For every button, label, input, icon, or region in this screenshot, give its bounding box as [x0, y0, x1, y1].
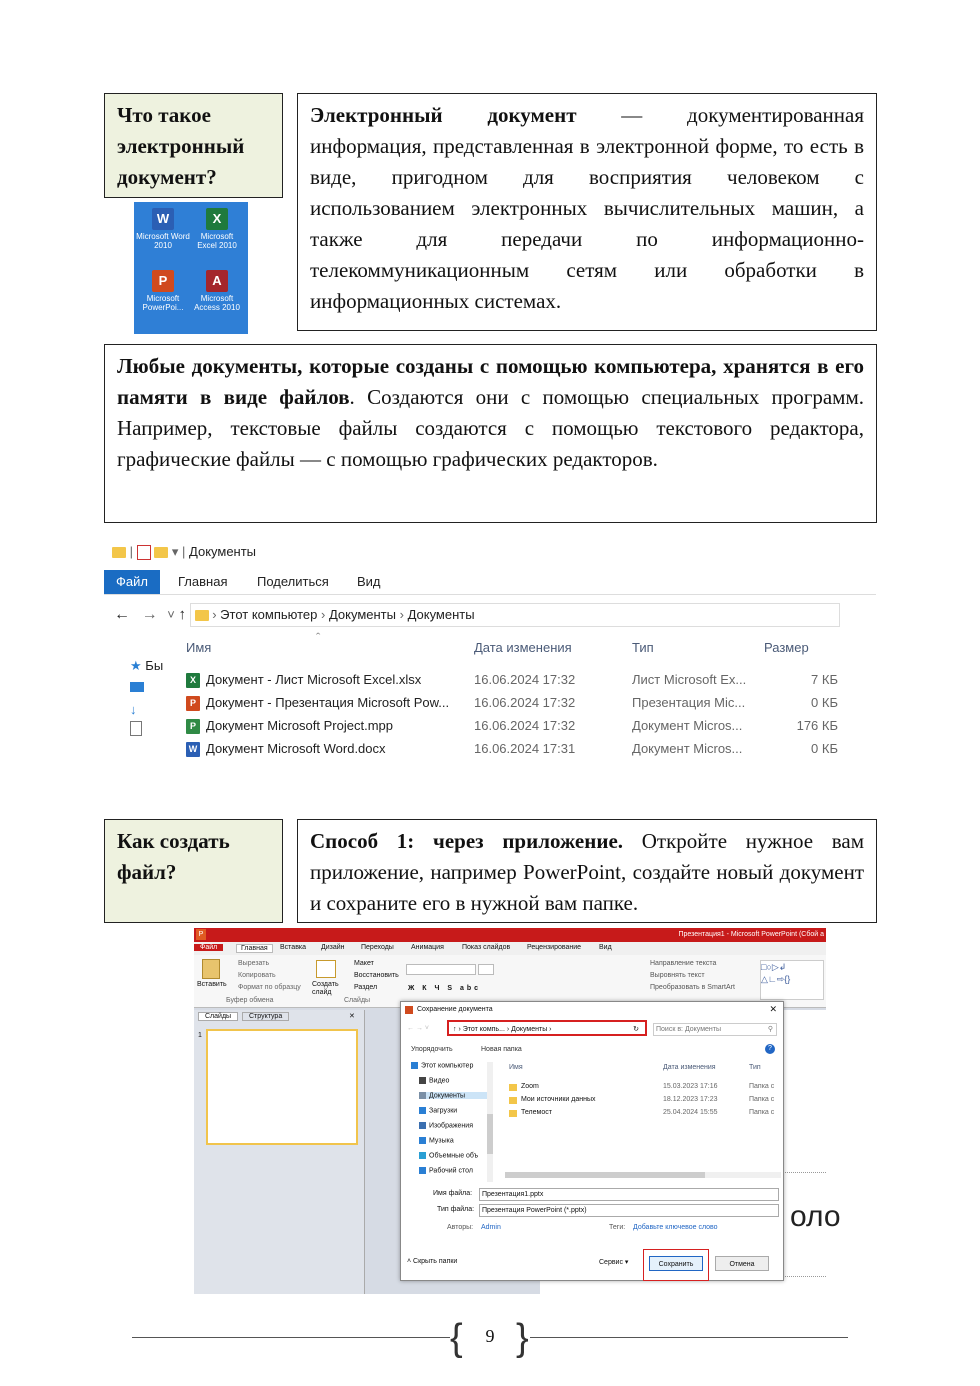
- nav-item[interactable]: [419, 1167, 493, 1174]
- refresh-icon[interactable]: ↻: [633, 1026, 639, 1033]
- files-info-box: [104, 344, 877, 523]
- text-direction-item[interactable]: Направление текста: [650, 960, 717, 967]
- cancel-button[interactable]: Отмена: [715, 1256, 769, 1271]
- ppt-ribbon-tab[interactable]: Вид: [599, 944, 612, 951]
- nav-label: Этот компьютер: [421, 1062, 474, 1070]
- filetype-value: Презентация PowerPoint (*.pptx): [482, 1207, 587, 1214]
- folder-name: Телемост: [521, 1109, 552, 1116]
- tags-value[interactable]: Добавьте ключевое слово: [633, 1224, 718, 1231]
- paste-label[interactable]: Вставить: [197, 981, 227, 988]
- tab-share[interactable]: Поделиться: [257, 574, 329, 589]
- sidebar-item[interactable]: [130, 677, 170, 699]
- service-button[interactable]: Сервис ▾: [599, 1259, 629, 1266]
- new-slide-label[interactable]: Создать слайд: [312, 981, 339, 996]
- horizontal-scrollbar[interactable]: [505, 1172, 781, 1178]
- app-label: Microsoft Word 2010: [136, 232, 190, 250]
- table-row[interactable]: [186, 715, 866, 737]
- dialog-path[interactable]: ↑ › Этот компь... › Документы › ↻: [447, 1020, 647, 1036]
- footer-line-right: [530, 1337, 848, 1338]
- nav-icon: [419, 1092, 426, 1099]
- folder-icon: [509, 1097, 517, 1104]
- ppt-ribbon-tab[interactable]: Рецензирование: [527, 944, 582, 951]
- font-format-buttons[interactable]: Ж К Ч S abc: [408, 985, 482, 992]
- dialog-title-icon: [405, 1006, 413, 1014]
- file-name: Документ - Лист Microsoft Excel.xlsx: [206, 672, 422, 687]
- method-text: Откройте нужное вам приложение, например PowerPoint, создайте новый документ и сохраните его в нужной вам папке.: [310, 829, 864, 915]
- folder-date: 18.12.2023 17:23: [663, 1096, 718, 1103]
- paste-icon[interactable]: [202, 959, 220, 979]
- folder-icon: [509, 1110, 517, 1117]
- file-type: Документ Micros...: [632, 718, 743, 733]
- filename-value: Презентация1.pptx: [482, 1191, 544, 1198]
- file-size: 0 КБ: [811, 741, 838, 756]
- save-button[interactable]: Сохранить: [649, 1256, 703, 1271]
- explorer-screenshot: [104, 535, 876, 775]
- desktop-app-icon[interactable]: [190, 270, 244, 312]
- ppt-logo-icon: P: [196, 929, 206, 940]
- column-type[interactable]: Тип: [632, 640, 654, 655]
- shapes-gallery[interactable]: □○▷↲ △∟⇨{}: [760, 960, 824, 1000]
- file-name: Документ Microsoft Project.mpp: [206, 718, 393, 733]
- app-label: Microsoft PowerPoi...: [142, 294, 184, 312]
- sidebar-item[interactable]: [130, 699, 170, 721]
- nav-item[interactable]: [419, 1152, 493, 1159]
- path-item[interactable]: Документы: [511, 1026, 548, 1033]
- folder-icon: [112, 547, 126, 558]
- file-date: 16.06.2024 17:31: [474, 741, 576, 756]
- column-type[interactable]: Тип: [749, 1064, 761, 1071]
- nav-label: Видео: [429, 1077, 450, 1085]
- desktop-icons-image: [134, 202, 248, 334]
- breadcrumb-item[interactable]: Документы: [328, 607, 396, 622]
- nav-label: Музыка: [429, 1137, 454, 1145]
- list-item[interactable]: [505, 1095, 781, 1107]
- method-box: [297, 819, 877, 923]
- hide-folders-button[interactable]: ˄ Скрыть папки: [407, 1258, 458, 1265]
- app-label: Microsoft Excel 2010: [197, 232, 237, 250]
- folder-name: Zoom: [521, 1083, 539, 1090]
- explorer-title: Документы: [189, 544, 257, 559]
- nav-icon: [411, 1062, 418, 1069]
- table-row[interactable]: [186, 692, 866, 714]
- file-name: Документ - Презентация Microsoft Pow...: [206, 695, 450, 710]
- nav-icon: [419, 1152, 426, 1159]
- star-icon: ★: [130, 658, 142, 673]
- ppt-ribbon-tab[interactable]: Анимация: [411, 944, 444, 951]
- folder-type: Папка с: [749, 1096, 775, 1103]
- desktop-icon: [130, 682, 144, 692]
- document-icon: [130, 721, 142, 736]
- file-type: Лист Microsoft Ex...: [632, 672, 747, 687]
- placeholder-border: [780, 1276, 826, 1277]
- file-icon: P: [186, 719, 200, 734]
- tab-file[interactable]: Файл: [104, 570, 160, 594]
- list-item[interactable]: [505, 1082, 781, 1094]
- file-type: Документ Micros...: [632, 741, 743, 756]
- slide-number: 1: [198, 1032, 202, 1039]
- font-name-select[interactable]: [406, 964, 476, 975]
- chevron-down-icon: ▾ |: [171, 544, 186, 559]
- section-item[interactable]: Раздел: [354, 984, 378, 991]
- breadcrumb-item[interactable]: Документы: [407, 607, 475, 622]
- nav-item[interactable]: [419, 1122, 493, 1129]
- dialog-title: Сохранение документа: [417, 1006, 493, 1013]
- file-size: 0 КБ: [811, 695, 838, 710]
- footer-line-left: [132, 1337, 450, 1338]
- app-icon: P: [152, 270, 174, 292]
- files-info-bold: Любые документы, которые созданы с помощью компьютера, хранятся в его памяти в виде файлов: [117, 354, 864, 409]
- align-text-item[interactable]: Выровнять текст: [650, 972, 705, 979]
- ppt-ribbon-tab[interactable]: Вставка: [280, 944, 307, 951]
- sort-indicator-icon: ˆ: [316, 630, 321, 645]
- files-info-text: . Создаются они с помощью специальных программ. Например, текстовые файлы создаются с помощью текстового редактора, графические файлы — с помощью графических редакторов.: [117, 385, 864, 471]
- table-row[interactable]: [186, 738, 866, 760]
- authors-label: Авторы:: [447, 1224, 474, 1231]
- sidebar-label: Бы: [145, 658, 164, 673]
- dialog-file-list: [505, 1062, 781, 1180]
- nav-icon: [419, 1107, 426, 1114]
- nav-item[interactable]: [419, 1092, 493, 1099]
- ppt-titlebar: [194, 928, 826, 942]
- table-row[interactable]: [186, 669, 866, 691]
- nav-item[interactable]: [411, 1062, 485, 1069]
- folder-date: 15.03.2023 17:16: [663, 1083, 718, 1090]
- explorer-address-bar: [114, 603, 840, 625]
- column-size[interactable]: Размер: [764, 640, 809, 655]
- filename-input[interactable]: [479, 1188, 779, 1201]
- nav-icon: [419, 1122, 426, 1129]
- file-date: 16.06.2024 17:32: [474, 672, 576, 687]
- format-painter-item[interactable]: Формат по образцу: [238, 984, 301, 991]
- breadcrumb-item[interactable]: Этот компьютер: [220, 607, 318, 622]
- definition-box: [297, 93, 877, 331]
- slide-placeholder-text: оло: [790, 1200, 841, 1233]
- up-arrow-icon[interactable]: ↑: [453, 1026, 457, 1033]
- help-icon[interactable]: ?: [765, 1044, 775, 1054]
- reset-item[interactable]: Восстановить: [354, 972, 399, 979]
- nav-label: Изображения: [429, 1122, 473, 1130]
- desktop-app-icon[interactable]: [190, 208, 244, 250]
- authors-value[interactable]: Admin: [481, 1224, 501, 1231]
- slides-panel: [194, 1010, 365, 1294]
- ppt-ribbon-tab[interactable]: Переходы: [361, 944, 394, 951]
- question-text: Что такое электронный документ?: [117, 103, 245, 189]
- nav-label: Документы: [429, 1092, 466, 1100]
- slide-thumbnail[interactable]: [206, 1029, 358, 1145]
- file-icon: W: [186, 742, 200, 757]
- ppt-ribbon-tab[interactable]: Файл: [194, 944, 223, 951]
- placeholder-border: [780, 1172, 826, 1173]
- footer-brace-left: {: [450, 1317, 463, 1359]
- layout-item[interactable]: Макет: [354, 960, 374, 967]
- ppt-ribbon-tab[interactable]: Дизайн: [321, 944, 345, 951]
- list-item[interactable]: [505, 1108, 781, 1120]
- app-icon: W: [152, 208, 174, 230]
- file-date: 16.06.2024 17:32: [474, 695, 576, 710]
- tags-label: Теги:: [609, 1224, 626, 1231]
- ppt-ribbon-tab[interactable]: Главная: [236, 944, 273, 953]
- copy-item[interactable]: Копировать: [238, 972, 276, 979]
- definition-term: Электронный документ: [310, 103, 577, 127]
- filename-label: Имя файла:: [433, 1190, 473, 1197]
- new-slide-icon[interactable]: [316, 960, 336, 978]
- tab-outline[interactable]: Структура: [242, 1012, 289, 1021]
- download-icon: ↓: [130, 702, 137, 717]
- hide-folders-label: Скрыть папки: [413, 1258, 458, 1265]
- column-name[interactable]: Имя: [509, 1064, 523, 1071]
- service-label: Сервис: [599, 1259, 623, 1266]
- desktop-app-icon[interactable]: [136, 270, 190, 312]
- font-size-select[interactable]: [478, 964, 494, 975]
- filetype-select[interactable]: [479, 1204, 779, 1217]
- vertical-scrollbar[interactable]: [487, 1062, 493, 1182]
- close-icon[interactable]: ✕: [349, 1013, 355, 1020]
- file-type: Презентация Mic...: [632, 695, 746, 710]
- column-date[interactable]: Дата изменения: [663, 1064, 716, 1071]
- ppt-title: Презентация1 - Microsoft PowerPoint (Сбой а: [678, 931, 824, 938]
- up-arrow-icon[interactable]: ↑: [178, 606, 186, 623]
- question-text: Как создать файл?: [117, 829, 230, 884]
- nav-item[interactable]: [419, 1077, 493, 1084]
- file-size: 7 КБ: [811, 672, 838, 687]
- file-size: 176 КБ: [796, 718, 838, 733]
- checklist-icon: [137, 545, 151, 560]
- nav-label: Объемные объ: [429, 1152, 479, 1160]
- path-item[interactable]: Этот компь...: [462, 1026, 505, 1033]
- search-placeholder: Поиск в: Документы: [656, 1026, 722, 1033]
- nav-label: Загрузки: [429, 1107, 458, 1115]
- search-icon: ⚲: [767, 1026, 773, 1033]
- file-icon: X: [186, 673, 200, 688]
- footer-brace-right: }: [516, 1317, 529, 1359]
- folder-type: Папка с: [749, 1083, 775, 1090]
- smartart-item[interactable]: Преобразовать в SmartArt: [650, 984, 735, 991]
- sidebar-quick-access[interactable]: [130, 655, 170, 677]
- recent-chevron-icon[interactable]: ˅: [167, 607, 175, 622]
- sidebar-item[interactable]: [130, 721, 170, 743]
- cut-item[interactable]: Вырезать: [238, 960, 270, 967]
- ppt-ribbon-tabs: [194, 942, 826, 956]
- folder-icon: [509, 1084, 517, 1091]
- file-icon: P: [186, 696, 200, 711]
- organize-button[interactable]: Упорядочить: [411, 1046, 453, 1053]
- new-folder-icon: [154, 547, 168, 558]
- breadcrumb[interactable]: › Этот компьютер › Документы › Документы: [190, 603, 840, 627]
- folder-icon: [195, 610, 209, 621]
- clipboard-group-label: Буфер обмена: [226, 997, 274, 1004]
- nav-label: Рабочий стол: [429, 1167, 473, 1175]
- close-icon[interactable]: ✕: [769, 1004, 777, 1014]
- nav-item[interactable]: [419, 1137, 493, 1144]
- tab-home[interactable]: Главная: [178, 574, 228, 589]
- nav-icon: [419, 1137, 426, 1144]
- file-name: Документ Microsoft Word.docx: [206, 741, 386, 756]
- explorer-titlebar: | ▾ | Документы: [112, 543, 256, 561]
- filetype-label: Тип файла:: [437, 1206, 475, 1213]
- tab-slides[interactable]: Слайды: [198, 1012, 238, 1021]
- app-icon: A: [206, 270, 228, 292]
- folder-type: Папка с: [749, 1109, 775, 1116]
- folder-name: Мои источники данных: [521, 1096, 596, 1103]
- folder-date: 25.04.2024 15:55: [663, 1109, 718, 1116]
- dialog-search[interactable]: [653, 1023, 777, 1036]
- question-box-how-create-file: [104, 819, 283, 923]
- nav-icon: [419, 1077, 426, 1084]
- page-number: 9: [485, 1326, 495, 1346]
- dialog-nav-arrows[interactable]: ← → ˅: [407, 1025, 429, 1032]
- slides-group-label: Слайды: [344, 997, 371, 1004]
- nav-icon: [419, 1167, 426, 1174]
- definition-text: — документированная информация, представленная в электронной форме, то есть в виде, пригодном для восприятия человеком с использованием электронных вычислительных машин, а также для передачи по информационно-телекоммуникационным сетям или обработки в информационных системах.: [310, 103, 864, 313]
- nav-item[interactable]: [419, 1107, 493, 1114]
- file-date: 16.06.2024 17:32: [474, 718, 576, 733]
- method-bold: Способ 1: через приложение.: [310, 829, 624, 853]
- dialog-nav-pane: [411, 1062, 491, 1182]
- tab-view[interactable]: Вид: [357, 574, 381, 589]
- column-headers: [186, 630, 866, 659]
- new-folder-button[interactable]: Новая папка: [481, 1046, 522, 1053]
- question-box-what-is-document: [104, 93, 283, 198]
- forward-arrow-icon[interactable]: →: [141, 606, 158, 623]
- desktop-app-icon[interactable]: [136, 208, 190, 250]
- save-dialog: [400, 1001, 784, 1281]
- app-label: Microsoft Access 2010: [194, 294, 240, 312]
- back-arrow-icon[interactable]: ←: [114, 606, 130, 623]
- column-date[interactable]: Дата изменения: [474, 640, 572, 655]
- explorer-sidebar: [130, 655, 170, 743]
- app-icon: X: [206, 208, 228, 230]
- ppt-ribbon-tab[interactable]: Показ слайдов: [462, 944, 511, 951]
- column-name[interactable]: Имя: [186, 640, 212, 655]
- explorer-ribbon-tabs: [104, 570, 876, 595]
- powerpoint-screenshot: [194, 928, 841, 1294]
